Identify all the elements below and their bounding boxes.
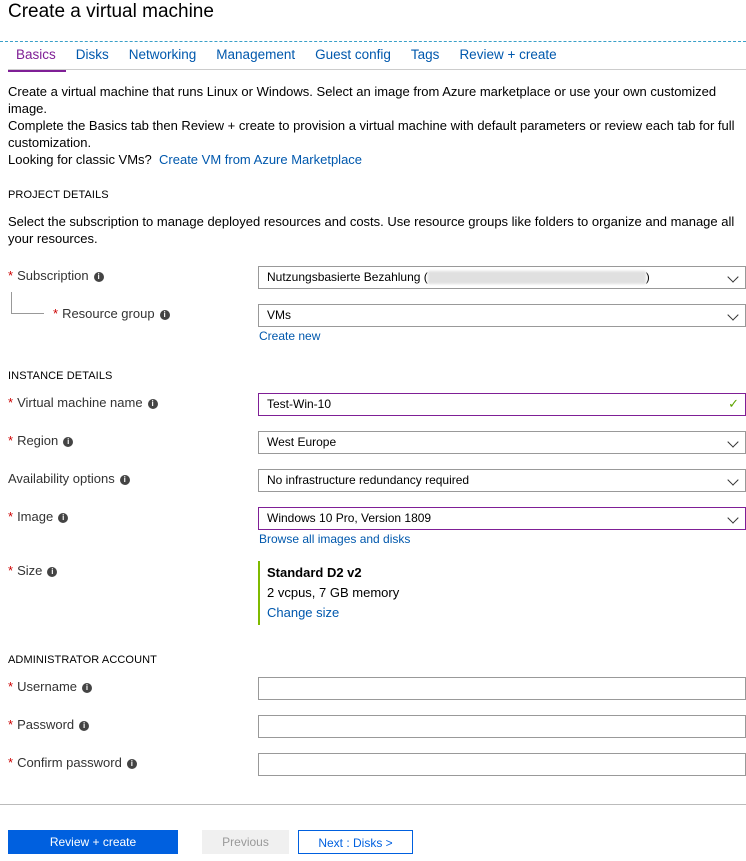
browse-images-link[interactable]: Browse all images and disks xyxy=(259,532,411,546)
region-label xyxy=(8,433,73,448)
availability-dropdown[interactable] xyxy=(258,469,746,492)
required-mark: * xyxy=(8,268,14,283)
admin-account-heading: ADMINISTRATOR ACCOUNT xyxy=(8,654,157,666)
region-value: West Europe xyxy=(267,435,337,449)
info-icon[interactable]: i xyxy=(120,475,130,485)
subscription-label xyxy=(8,268,104,283)
required-mark: * xyxy=(8,509,14,524)
tab-networking[interactable]: Networking xyxy=(128,47,197,62)
confirm-password-label xyxy=(8,755,137,770)
chevron-down-icon xyxy=(727,271,738,282)
label-text: Region xyxy=(17,433,59,448)
label-text: Confirm password xyxy=(17,755,122,770)
info-icon[interactable]: i xyxy=(47,567,57,577)
password-input[interactable] xyxy=(258,715,746,738)
label-text: Virtual machine name xyxy=(17,395,143,410)
size-label xyxy=(8,563,57,578)
subscription-value-end: ) xyxy=(645,270,650,284)
size-name: Standard D2 v2 xyxy=(267,565,362,580)
resource-group-value: VMs xyxy=(267,308,291,322)
tab-disks[interactable]: Disks xyxy=(75,47,109,62)
previous-button[interactable]: Previous xyxy=(202,830,289,854)
label-text: Resource group xyxy=(62,306,155,321)
username-input[interactable] xyxy=(258,677,746,700)
tab-divider xyxy=(8,69,746,70)
region-dropdown[interactable] xyxy=(258,431,746,454)
tab-basics[interactable]: Basics xyxy=(8,45,66,72)
required-mark: * xyxy=(53,306,59,321)
required-mark: * xyxy=(8,395,14,410)
tree-connector-h xyxy=(11,313,44,314)
chevron-down-icon xyxy=(727,436,738,447)
resource-group-label xyxy=(53,306,170,321)
label-text: Image xyxy=(17,509,54,524)
subscription-dropdown[interactable] xyxy=(258,266,746,289)
resource-group-dropdown[interactable] xyxy=(258,304,746,327)
next-disks-button[interactable]: Next : Disks > xyxy=(298,830,413,854)
image-dropdown[interactable] xyxy=(258,507,746,530)
intro-text-2: Complete the Basics tab then Review + create to provision a virtual machine with default parameters or review each tab for full customization. xyxy=(8,118,735,150)
redacted-id xyxy=(428,271,646,284)
vm-name-label xyxy=(8,395,158,410)
project-description: Select the subscription to manage deployed resources and costs. Use resource groups like folders to organize and manage all your resources. xyxy=(8,214,735,246)
info-icon[interactable]: i xyxy=(160,310,170,320)
instance-details-heading: INSTANCE DETAILS xyxy=(8,370,113,382)
change-size-link[interactable]: Change size xyxy=(267,605,340,620)
label-text: Password xyxy=(17,717,75,732)
username-label xyxy=(8,679,92,694)
password-label xyxy=(8,717,89,732)
subscription-value: Nutzungsbasierte Bezahlung ( xyxy=(267,270,428,284)
page-title: Create a virtual machine xyxy=(8,1,214,22)
classic-prefix: Looking for classic VMs? xyxy=(8,152,152,167)
info-icon[interactable]: i xyxy=(127,759,137,769)
confirm-password-input[interactable] xyxy=(258,753,746,776)
availability-label xyxy=(8,471,130,486)
chevron-down-icon xyxy=(727,512,738,523)
size-summary xyxy=(258,561,399,625)
label-text: Subscription xyxy=(17,268,89,283)
info-icon[interactable]: i xyxy=(63,437,73,447)
classic-vm-row xyxy=(8,151,738,168)
label-text: Username xyxy=(17,679,78,694)
vm-name-input[interactable] xyxy=(258,393,746,416)
required-mark: * xyxy=(8,717,14,732)
tree-connector xyxy=(11,292,12,314)
required-mark: * xyxy=(8,433,14,448)
checkmark-icon: ✓ xyxy=(728,396,739,411)
tab-management[interactable]: Management xyxy=(216,47,296,62)
required-mark: * xyxy=(8,563,14,578)
tab-tags[interactable]: Tags xyxy=(410,47,440,62)
size-desc: 2 vcpus, 7 GB memory xyxy=(267,585,400,600)
info-icon[interactable]: i xyxy=(79,721,89,731)
tab-bar xyxy=(8,45,567,72)
info-icon[interactable]: i xyxy=(82,683,92,693)
tab-review-create[interactable]: Review + create xyxy=(459,47,557,62)
info-icon[interactable]: i xyxy=(58,513,68,523)
availability-value: No infrastructure redundancy required xyxy=(267,473,470,487)
label-text: Availability options xyxy=(8,471,115,486)
required-mark: * xyxy=(8,679,14,694)
image-value: Windows 10 Pro, Version 1809 xyxy=(267,511,432,525)
project-details-heading: PROJECT DETAILS xyxy=(8,189,109,201)
intro-text: Create a virtual machine that runs Linux or Windows. Select an image from Azure marketplace or use your own customized image. xyxy=(8,84,717,116)
chevron-down-icon xyxy=(727,474,738,485)
info-icon[interactable]: i xyxy=(94,272,104,282)
header-divider xyxy=(0,41,746,42)
create-new-link[interactable]: Create new xyxy=(259,329,321,343)
footer-divider xyxy=(0,804,746,805)
label-text: Size xyxy=(17,563,43,578)
chevron-down-icon xyxy=(727,309,738,320)
image-label xyxy=(8,509,68,524)
create-vm-marketplace-link[interactable]: Create VM from Azure Marketplace xyxy=(159,152,363,167)
review-create-button[interactable]: Review + create xyxy=(8,830,178,854)
required-mark: * xyxy=(8,755,14,770)
info-icon[interactable]: i xyxy=(148,399,158,409)
vm-name-value: Test-Win-10 xyxy=(267,397,332,411)
tab-guest-config[interactable]: Guest config xyxy=(315,47,391,62)
